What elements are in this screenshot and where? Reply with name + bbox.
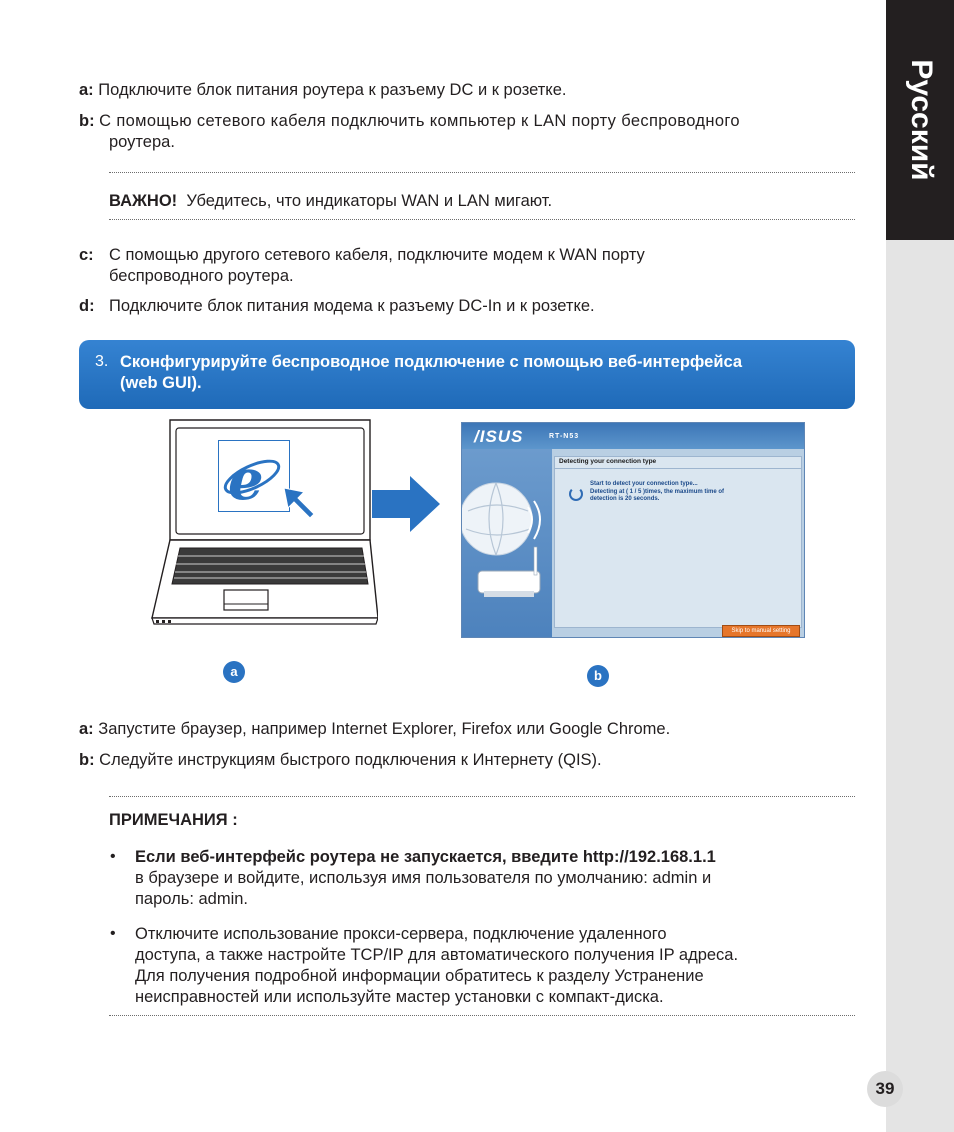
detection-message	[590, 481, 790, 504]
step-label: c:	[79, 246, 94, 264]
svg-text:e: e	[228, 447, 264, 511]
step-text: Подключите блок питания роутера к разъему DC и к розетке.	[98, 81, 567, 99]
step-c-continuation: беспроводного роутера.	[109, 267, 294, 285]
divider	[109, 172, 855, 173]
step-label: a:	[79, 81, 94, 99]
panel-title: Detecting your connection type	[559, 458, 657, 465]
note-1-line2: в браузере и войдите, используя имя пользователя по умолчанию: admin и	[135, 869, 712, 887]
step-3-banner	[79, 340, 855, 409]
message-line: detection is 20 seconds.	[590, 496, 660, 502]
step-text: Запустите браузер, например Internet Explorer, Firefox или Google Chrome.	[98, 720, 671, 738]
badge-a: a	[223, 661, 245, 683]
loading-spinner-icon	[569, 487, 583, 501]
note-1-bold: Если веб-интерфейс роутера не запускается, введите http://192.168.1.1	[135, 848, 716, 866]
panel-divider	[555, 468, 801, 469]
mouse-pointer-arrow-icon	[282, 486, 316, 520]
note-2-line2: доступа, а также настройте TCP/IP для автоматического получения IP адреса.	[135, 946, 739, 964]
side-tab-label: Русский	[905, 59, 938, 181]
step-c-text: С помощью другого сетевого кабеля, подключите модем к WAN порту	[109, 246, 645, 264]
side-tab-title	[903, 40, 939, 200]
divider	[109, 1015, 855, 1016]
step-label: b:	[79, 751, 95, 769]
badge-b: b	[587, 665, 609, 687]
step-3-heading	[120, 352, 840, 394]
skip-to-manual-setting-button[interactable]: Skip to manual setting	[722, 625, 800, 637]
asus-logo: /ISUS	[474, 427, 524, 446]
important-note	[109, 191, 849, 212]
step-label: d:	[79, 297, 95, 315]
note-2-line4: неисправностей или используйте мастер установки с компакт-диска.	[135, 988, 664, 1006]
step-3-line1: Сконфигурируйте беспроводное подключение с помощью веб-интерфейса	[120, 353, 743, 371]
router-model: RT-N53	[549, 433, 580, 440]
step-a-launch-browser	[79, 719, 859, 740]
step-number: 3.	[95, 353, 109, 370]
right-arrow-icon	[372, 476, 440, 532]
side-margin	[886, 240, 954, 1132]
important-label: ВАЖНО!	[109, 192, 178, 210]
asus-router-web-gui	[461, 422, 805, 638]
ie-browser-icon	[218, 440, 290, 512]
step-text: С помощью сетевого кабеля подключить компьютер к LAN порту беспроводного	[99, 112, 740, 130]
step-text: Следуйте инструкциям быстрого подключения к Интернету (QIS).	[99, 751, 602, 769]
divider	[109, 219, 855, 220]
step-label: a:	[79, 720, 94, 738]
message-line: Start to detect your connection type...	[590, 481, 698, 487]
note-1-line3: пароль: admin.	[135, 890, 249, 908]
step-d-text: Подключите блок питания модема к разъему DC-In и к розетке.	[109, 297, 595, 315]
step-label: b:	[79, 112, 95, 130]
detect-connection-panel	[554, 456, 802, 628]
bullet-marker: •	[110, 848, 116, 865]
step-b-continuation: роутера.	[109, 133, 175, 151]
page-number: 39	[867, 1071, 903, 1107]
step-3-line2: (web GUI).	[120, 374, 202, 392]
note-1	[135, 847, 855, 910]
notes-heading: ПРИМЕЧАНИЯ :	[109, 811, 238, 829]
note-2-line1: Отключите использование прокси-сервера, подключение удаленного	[135, 925, 667, 943]
step-b-follow-qis	[79, 750, 859, 771]
asus-header	[462, 423, 804, 449]
message-line: Detecting at ( 1 / 5 )times, the maximum time of	[590, 488, 725, 495]
step-a-connect-power	[79, 80, 859, 101]
asus-side-graphic	[462, 449, 552, 637]
note-2	[135, 924, 855, 1008]
step-b-connect-lan	[79, 111, 859, 132]
note-2-line3: Для получения подробной информации обратитесь к разделу Устранение	[135, 967, 704, 985]
divider	[109, 796, 855, 797]
important-text: Убедитесь, что индикаторы WAN и LAN мигают.	[186, 192, 553, 210]
bullet-marker: •	[110, 925, 116, 942]
